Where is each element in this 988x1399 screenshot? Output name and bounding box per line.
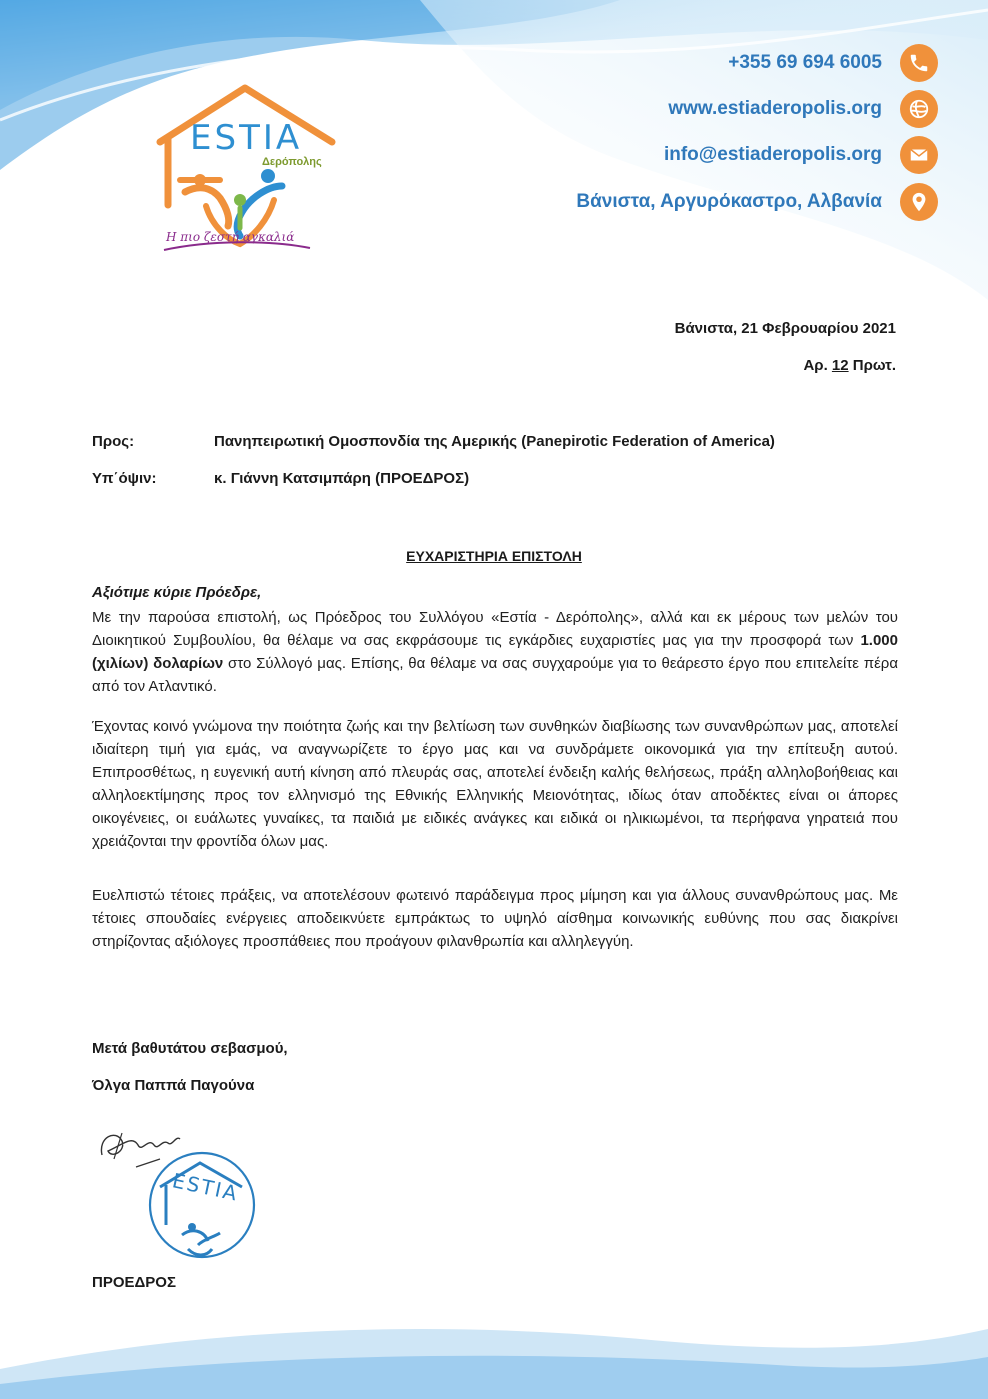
logo-subtitle: Δερόπολης <box>262 156 322 168</box>
recipient-value: Πανηπειρωτική Ομοσπονδία της Αμερικής (Panepirotic Federation of America) <box>214 433 775 450</box>
ref-number: 12 <box>831 357 849 374</box>
logo-tagline: Η πιο ζεστή αγκαλιά <box>166 230 295 244</box>
closing-line: Μετά βαθυτάτου σεβασμού, <box>92 1040 288 1057</box>
mail-icon <box>900 136 938 174</box>
paragraph-1-b: στο Σύλλογό μας. Επίσης, θα θέλαμε να σας συγχαρούμε για το θεάρεστο έργο που επιτελείτε πέρα από τον Ατλαντικό. <box>92 655 898 695</box>
contact-address <box>576 183 938 221</box>
donation-amount: 1.000 (χιλίων) δολαρίων <box>92 632 898 672</box>
contact-website-text: www.estiaderopolis.org <box>668 98 882 119</box>
phone-icon <box>900 44 938 82</box>
paragraph-3: Ευελπιστώ τέτοιες πράξεις, να αποτελέσουν φωτεινό παράδειγμα προς μίμηση και για άλλους συνανθρώπους μας. Με τέτοιες σπουδαίες ενέργειες αποδεικνύετε εμπράκτως το υψηλό αίσθημα κοινωνικής ευθύνης που σας διακρίνει στηρίζοντας αξιόλογες προσπάθειες που προάγουν φιλανθρωπία και αλληλεγγύη. <box>92 887 898 950</box>
estia-logo <box>150 80 350 265</box>
ref-prefix: Αρ. <box>803 357 828 374</box>
contact-address-text: Βάνιστα, Αργυρόκαστρο, Αλβανία <box>576 191 882 212</box>
location-pin-icon <box>900 183 938 221</box>
letter-subject-text: ΕΥΧΑΡΙΣΤΗΡΙΑ ΕΠΙΣΤΟΛΗ <box>406 548 582 564</box>
stamp-wordmark: ΕSTIA <box>170 1168 241 1206</box>
letter-date: Βάνιστα, 21 Φεβρουαρίου 2021 <box>674 320 896 337</box>
signer-title: ΠΡΟΕΔΡΟΣ <box>92 1274 176 1291</box>
paragraph-2: Έχοντας κοινό γνώμονα την ποιότητα ζωής και την βελτίωση των συνθηκών διαβίωσης των συνανθρώπων μας, αποτελεί ιδιαίτερη τιμή για εμάς, να αναγνωρίζετε το έργο μας και να συνδράμετε οικονομικά για την επίτευξη αυτού. Επιπροσθέτως, η ευγενική αυτή κίνηση από πλευράς σας, αποτελεί ένδειξη καλής θελήσεως, πράξη αλληλοβοήθειας και αλληλοεκτίμησης προς τον ελληνισμό της Εθνικής Ελληνικής Μειονότητας, ιδίως όταν αποδέκτες είναι οι άπορες οικογένειες, οι ευάλωτες γυναίκες, τα παιδιά με ειδικές ανάγκες και ειδικά οι ηλικιωμένοι, τα περήφανα γηρατειά που χρειάζονται την φροντίδα όλων μας. <box>92 718 898 850</box>
contact-email <box>664 136 938 174</box>
paragraph-1-a: Με την παρούσα επιστολή, ως Πρόεδρος του Συλλόγου «Εστία - Δερόπολης», αλλά και εκ μέρους των μελών του Διοικητικού Συμβουλίου, θα θέλαμε να σας εκφράσουμε τις εγκάρδιες ευχαριστίες μας για την προσφορά των <box>92 609 898 649</box>
recipient-label: Προς: <box>92 433 135 450</box>
recipient-row <box>92 433 775 450</box>
attention-row <box>92 470 469 487</box>
paragraph-1 <box>92 606 898 698</box>
contact-phone <box>728 44 938 82</box>
signature-and-stamp <box>92 1115 262 1275</box>
footer-wave-background <box>0 1309 988 1399</box>
logo-wordmark: ΕSTIA <box>190 118 303 158</box>
globe-icon <box>900 90 938 128</box>
signer-name: Όλγα Παππά Παγούνα <box>92 1077 255 1094</box>
letter-reference <box>803 357 896 374</box>
attention-label: Υπ΄όψιν: <box>92 470 157 487</box>
contact-website <box>668 90 938 128</box>
salutation: Αξιότιμε κύριε Πρόεδρε, <box>92 584 262 601</box>
ref-suffix: Πρωτ. <box>852 357 896 374</box>
contact-phone-text: +355 69 694 6005 <box>728 52 882 73</box>
contact-email-text: info@estiaderopolis.org <box>663 144 882 165</box>
attention-value: κ. Γιάννη Κατσιμπάρη (ΠΡΟΕΔΡΟΣ) <box>214 470 470 487</box>
letter-subject <box>0 548 988 564</box>
